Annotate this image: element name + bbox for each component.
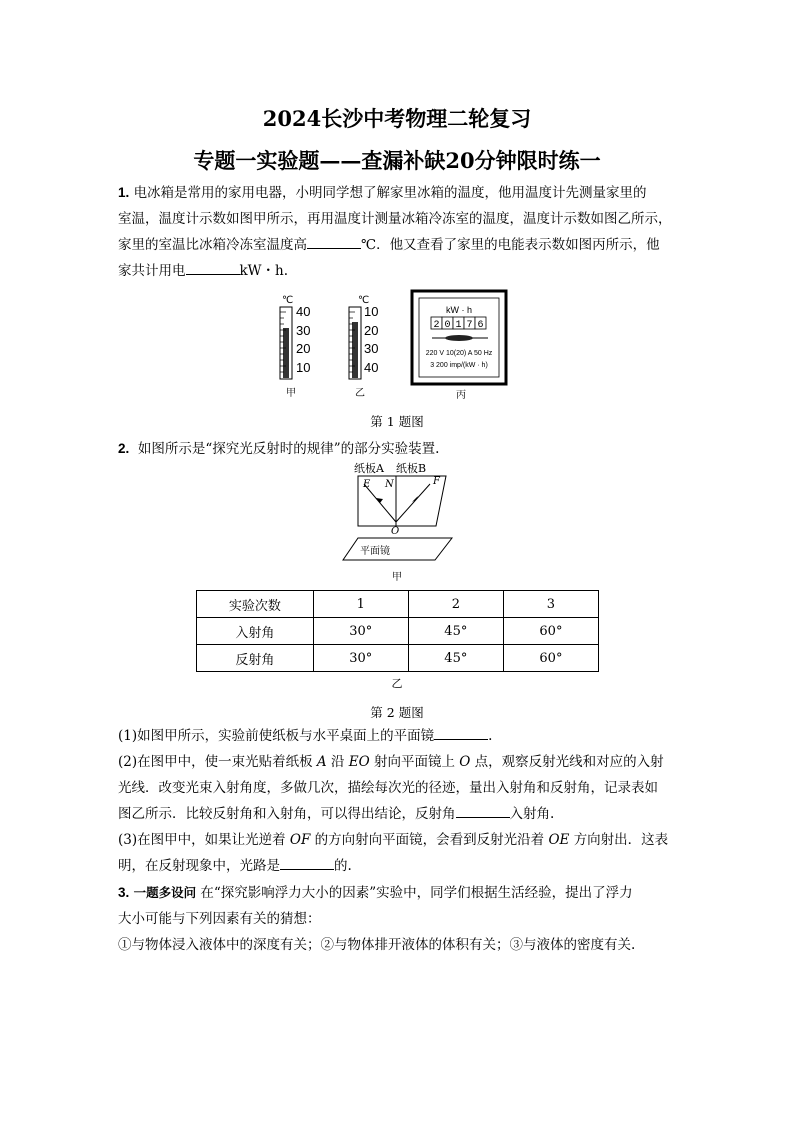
q1-text-3a: 家里的室温比冰箱冷冻室温度高 — [118, 237, 307, 253]
question-2-parts — [118, 723, 678, 879]
answer-blank[interactable] — [280, 855, 334, 870]
figure-2-table — [196, 590, 599, 672]
q2-p3-text: 的. — [334, 858, 352, 874]
therm-b-tick-4: 40 — [364, 360, 379, 375]
q3-line-2: 大小可能与下列因素有关的猜想： — [118, 911, 321, 927]
meter-digit: 6 — [477, 320, 484, 331]
q2-part-2-line-3 — [118, 801, 678, 827]
q3-text-1: 在“探究影响浮力大小的因素”实验中，同学们根据生活经验，提出了浮力 — [200, 885, 633, 901]
electric-meter — [412, 291, 506, 400]
q2-p3-text: 方向射出．这表 — [573, 832, 669, 848]
therm-b-tick-3: 30 — [364, 341, 379, 356]
mirror-label: 平面镜 — [360, 546, 390, 557]
question-1 — [118, 180, 678, 284]
q3-tag: 一题多设问 — [133, 886, 197, 900]
answer-blank[interactable] — [307, 234, 361, 249]
question-3 — [118, 880, 678, 958]
q2-part-3-line-1 — [118, 827, 678, 853]
table-row — [197, 645, 599, 672]
q1-text-1: 电冰箱是常用的家用电器，小明同学想了解家里冰箱的温度，他用温度计先测量家里的 — [133, 185, 647, 201]
q1-line1 — [118, 180, 678, 206]
q2-p2-var-eo: EO — [348, 754, 370, 770]
table-cell: 45° — [408, 645, 503, 672]
q2-part-1 — [118, 723, 678, 749]
meter-spec-1: 220 V 10(20) A 50 Hz — [425, 350, 493, 357]
table-cell: 30° — [313, 618, 408, 645]
meter-spec-2: 3 200 imp/(kW · h) — [430, 362, 488, 369]
q2-p1-end: . — [488, 728, 493, 744]
table-cell: 60° — [503, 618, 598, 645]
therm-a-tick-3: 20 — [296, 341, 311, 356]
figure-2-yi-label: 乙 — [391, 677, 403, 690]
q1-line3 — [118, 232, 678, 258]
table-row — [197, 618, 599, 645]
thermometer-b — [349, 295, 378, 399]
table-cell: 60° — [503, 645, 598, 672]
point-o: O — [391, 526, 400, 537]
q2-p3-var-of: OF — [289, 832, 311, 848]
q1-line2: 室温，温度计示数如图甲所示，再用温度计测量冰箱冷冻室的温度，温度计示数如图乙所示， — [118, 211, 672, 227]
q2-intro-text: 如图所示是“探究光反射时的规律”的部分实验装置. — [137, 441, 440, 457]
table-cell: 45° — [408, 618, 503, 645]
table-cell: 入射角 — [197, 618, 314, 645]
figure-2-jia-label: 甲 — [392, 572, 402, 583]
figure-1-caption: 第 1 题图 — [370, 414, 424, 429]
meter-digit: 0 — [444, 320, 451, 331]
therm-a-tick-1: 40 — [296, 304, 311, 319]
q2-p2-text: 射向平面镜上 — [374, 754, 455, 770]
page-title: 2024长沙中考物理二轮复习 — [262, 106, 532, 131]
table-header-cell: 实验次数 — [197, 591, 314, 618]
answer-blank[interactable] — [186, 260, 240, 275]
page-subtitle: 专题一实验题——查漏补缺20分钟限时练一 — [193, 148, 601, 173]
q2-p2-var-o: O — [459, 754, 471, 770]
table-cell: 30° — [313, 645, 408, 672]
q2-part-3-line-2 — [118, 853, 678, 879]
q2-p3-text: 的方向射向平面镜，会看到反射光沿着 — [314, 832, 545, 848]
q2-p3-var-oe: OE — [548, 832, 570, 848]
table-header-cell: 2 — [408, 591, 503, 618]
table-cell: 反射角 — [197, 645, 314, 672]
q2-p2-text: 点，观察反射光线和对应的入射 — [474, 754, 664, 770]
table-header-cell: 1 — [313, 591, 408, 618]
board-a-label: 纸板A — [354, 462, 384, 475]
figure-2-caption: 第 2 题图 — [370, 705, 424, 720]
therm-a-label: 甲 — [286, 388, 296, 399]
therm-b-tick-1: 10 — [364, 304, 379, 319]
meter-unit: kW · h — [446, 305, 472, 315]
q2-p2-text: 入射角. — [509, 806, 555, 822]
answer-blank[interactable] — [434, 725, 488, 740]
therm-a-tick-2: 30 — [296, 323, 311, 338]
therm-a-tick-4: 10 — [296, 360, 311, 375]
board-b-label: 纸板B — [396, 462, 427, 475]
q2-part-2-line-2: 光线．改变光束入射角度，多做几次，描绘每次光的径迹，量出入射角和反射角，记录表如 — [118, 780, 658, 796]
meter-digit: 1 — [455, 320, 462, 331]
therm-b-label: 乙 — [355, 388, 365, 399]
q3-line-3: ①与物体浸入液体中的深度有关；②与物体排开液体的体积有关；③与液体的密度有关. — [118, 937, 636, 953]
meter-digit: 7 — [466, 320, 473, 331]
q2-part-2-line-1 — [118, 749, 678, 775]
point-n: N — [385, 479, 394, 490]
q3-line-1 — [118, 880, 678, 906]
point-e: E — [363, 479, 371, 490]
q2-p1-text: (1)如图甲所示，实验前使纸板与水平桌面上的平面镜 — [118, 728, 435, 744]
q2-p3-text: (3)在图甲中，如果让光逆着 — [118, 832, 286, 848]
therm-a-unit: ℃ — [282, 295, 294, 306]
q1-text-4a: 家共计用电 — [118, 263, 186, 279]
figure-2-apparatus — [330, 458, 465, 588]
figure-1 — [260, 288, 520, 400]
q2-p2-text: 沿 — [330, 754, 345, 770]
answer-blank[interactable] — [456, 803, 510, 818]
table-header-row — [197, 591, 599, 618]
therm-b-unit: ℃ — [358, 295, 370, 306]
meter-digit: 2 — [433, 320, 440, 331]
point-f: F — [433, 476, 440, 487]
q1-text-4b: kW・h. — [239, 263, 289, 279]
q3-number: 3. — [118, 885, 130, 900]
q2-p2-text: 图乙所示．比较反射角和入射角，可以得出结论，反射角 — [118, 806, 456, 822]
q1-text-3b: ℃．他又查看了家里的电能表示数如图丙所示，他 — [361, 237, 660, 253]
q2-p2-text: (2)在图甲中，使一束光贴着纸板 — [118, 754, 313, 770]
q2-p3-text: 明，在反射现象中，光路是 — [118, 858, 280, 874]
q2-number: 2. — [118, 441, 130, 456]
meter-disc-icon — [445, 335, 473, 341]
q1-number: 1. — [118, 185, 130, 200]
meter-label: 丙 — [456, 390, 466, 400]
q1-line4 — [118, 258, 678, 284]
thermometer-a — [280, 295, 310, 399]
table-header-cell: 3 — [503, 591, 598, 618]
q2-p2-var-a: A — [316, 754, 327, 770]
therm-b-tick-2: 20 — [364, 323, 379, 338]
